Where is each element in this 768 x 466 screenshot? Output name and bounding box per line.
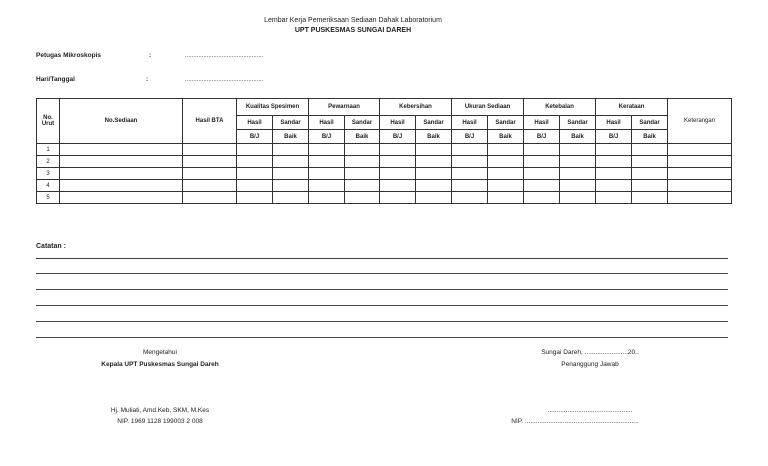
table-cell bbox=[380, 180, 416, 192]
table-cell bbox=[488, 156, 524, 168]
sub-sandar: Sandar bbox=[345, 116, 380, 130]
sub-hasil: Hasil bbox=[380, 116, 416, 130]
table-row bbox=[37, 144, 732, 156]
table-cell bbox=[560, 180, 596, 192]
field-label-hari-tanggal: Hari/Tanggal bbox=[36, 76, 75, 83]
table-cell bbox=[345, 168, 380, 180]
table-cell bbox=[273, 156, 309, 168]
table-cell bbox=[452, 180, 488, 192]
sub-sandar: Sandar bbox=[560, 116, 596, 130]
table-cell bbox=[452, 168, 488, 180]
sub-hasil: Hasil bbox=[596, 116, 632, 130]
sub-bj: B/J bbox=[452, 130, 488, 144]
table-cell bbox=[183, 192, 237, 204]
table-cell bbox=[524, 168, 560, 180]
field-colon: : bbox=[149, 52, 152, 59]
table-cell bbox=[237, 156, 273, 168]
table-cell bbox=[345, 192, 380, 204]
row-number: 3 bbox=[37, 168, 60, 180]
sig-right-title: Penanggung Jawab bbox=[561, 361, 619, 368]
notes-label: Catatan : bbox=[36, 243, 66, 250]
table-cell bbox=[596, 156, 632, 168]
group-ketebalan: Ketebalan bbox=[524, 99, 596, 116]
table-cell bbox=[488, 168, 524, 180]
sig-right-name: ............................................... bbox=[547, 407, 633, 414]
notes-line bbox=[36, 289, 728, 290]
sub-bj: B/J bbox=[237, 130, 273, 144]
table-cell bbox=[632, 180, 668, 192]
sub-bj: B/J bbox=[524, 130, 560, 144]
notes-line bbox=[36, 273, 728, 274]
table-cell bbox=[60, 168, 183, 180]
table-cell bbox=[668, 144, 732, 156]
table-cell bbox=[309, 192, 345, 204]
row-number: 1 bbox=[37, 144, 60, 156]
row-number: 4 bbox=[37, 180, 60, 192]
table-cell bbox=[596, 180, 632, 192]
table-cell bbox=[668, 156, 732, 168]
table-cell bbox=[60, 192, 183, 204]
sub-bj: B/J bbox=[309, 130, 345, 144]
sig-right-place-date: Sungai Dareh, ........................20.. bbox=[541, 349, 639, 356]
table-cell bbox=[60, 180, 183, 192]
sub-baik: Baik bbox=[273, 130, 309, 144]
table-cell bbox=[60, 156, 183, 168]
sub-sandar: Sandar bbox=[416, 116, 452, 130]
table-row bbox=[37, 156, 732, 168]
group-kebersihan: Kebersihan bbox=[380, 99, 452, 116]
table-cell bbox=[668, 180, 732, 192]
table-cell bbox=[560, 156, 596, 168]
table-row bbox=[37, 168, 732, 180]
table-row bbox=[37, 180, 732, 192]
table-cell bbox=[632, 144, 668, 156]
sig-left-caption: Mengetahui bbox=[143, 349, 177, 356]
col-hasil-bta: Hasil BTA bbox=[183, 99, 237, 144]
sub-hasil: Hasil bbox=[524, 116, 560, 130]
sub-hasil: Hasil bbox=[452, 116, 488, 130]
sig-right-nip: NIP. ............................................................... bbox=[511, 418, 639, 425]
table-cell bbox=[345, 156, 380, 168]
table-cell bbox=[416, 156, 452, 168]
sub-hasil: Hasil bbox=[237, 116, 273, 130]
table-cell bbox=[183, 168, 237, 180]
notes-line bbox=[36, 321, 728, 322]
sig-left-title: Kepala UPT Puskesmas Sungai Dareh bbox=[101, 361, 219, 368]
sub-baik: Baik bbox=[632, 130, 668, 144]
table-cell bbox=[416, 180, 452, 192]
table-cell bbox=[309, 156, 345, 168]
table-cell bbox=[309, 168, 345, 180]
notes-line bbox=[36, 337, 728, 338]
table-row bbox=[37, 192, 732, 204]
table-cell bbox=[596, 144, 632, 156]
table-cell bbox=[380, 144, 416, 156]
table-cell bbox=[560, 168, 596, 180]
table-cell bbox=[452, 156, 488, 168]
row-number: 2 bbox=[37, 156, 60, 168]
table-cell bbox=[452, 192, 488, 204]
table-cell bbox=[668, 168, 732, 180]
group-ukuran-sediaan: Ukuran Sediaan bbox=[452, 99, 524, 116]
table-cell bbox=[416, 168, 452, 180]
table-cell bbox=[380, 192, 416, 204]
table-cell bbox=[237, 168, 273, 180]
exam-table bbox=[36, 98, 732, 204]
table-cell bbox=[596, 192, 632, 204]
field-blank-hari-tanggal: ............................................... bbox=[185, 77, 264, 83]
group-kualitas-spesimen: Kualitas Spesimen bbox=[237, 99, 309, 116]
table-cell bbox=[524, 144, 560, 156]
table-cell bbox=[488, 144, 524, 156]
table-cell bbox=[452, 144, 488, 156]
notes-line bbox=[36, 305, 728, 306]
table-cell bbox=[60, 144, 183, 156]
sub-baik: Baik bbox=[416, 130, 452, 144]
table-cell bbox=[632, 192, 668, 204]
notes-line bbox=[36, 258, 728, 259]
table-cell bbox=[309, 180, 345, 192]
table-cell bbox=[183, 180, 237, 192]
row-number: 5 bbox=[37, 192, 60, 204]
field-colon: : bbox=[146, 76, 149, 83]
table-cell bbox=[345, 180, 380, 192]
sub-bj: B/J bbox=[380, 130, 416, 144]
sub-hasil: Hasil bbox=[309, 116, 345, 130]
group-kerataan: Kerataan bbox=[596, 99, 668, 116]
table-cell bbox=[183, 144, 237, 156]
group-pewarnaan: Pewarnaan bbox=[309, 99, 380, 116]
sub-sandar: Sandar bbox=[488, 116, 524, 130]
table-cell bbox=[273, 192, 309, 204]
table-cell bbox=[632, 156, 668, 168]
sub-baik: Baik bbox=[560, 130, 596, 144]
table-cell bbox=[273, 144, 309, 156]
table-cell bbox=[488, 180, 524, 192]
table-cell bbox=[309, 144, 345, 156]
col-no-urut: No. Urut bbox=[37, 99, 60, 144]
table-cell bbox=[380, 156, 416, 168]
table-cell bbox=[524, 156, 560, 168]
table-cell bbox=[237, 180, 273, 192]
table-cell bbox=[632, 168, 668, 180]
table-cell bbox=[560, 192, 596, 204]
document-title: Lembar Kerja Pemeriksaan Sediaan Dahak Laboratorium bbox=[264, 17, 442, 24]
table-cell bbox=[560, 144, 596, 156]
table-cell bbox=[273, 168, 309, 180]
field-label-petugas: Petugas Mikroskopis bbox=[36, 52, 102, 59]
sub-sandar: Sandar bbox=[632, 116, 668, 130]
table-cell bbox=[345, 144, 380, 156]
sig-left-name: Hj. Muliati, Amd.Keb, SKM, M.Kes bbox=[110, 407, 210, 414]
table-cell bbox=[273, 180, 309, 192]
table-cell bbox=[524, 180, 560, 192]
table-cell bbox=[524, 192, 560, 204]
table-cell bbox=[183, 156, 237, 168]
table-cell bbox=[416, 192, 452, 204]
table-cell bbox=[237, 144, 273, 156]
table-cell bbox=[488, 192, 524, 204]
sig-left-nip: NIP. 1969 1128 199003 2 008 bbox=[117, 418, 203, 425]
col-no-sediaan: No.Sediaan bbox=[60, 99, 183, 144]
table-cell bbox=[668, 192, 732, 204]
sub-baik: Baik bbox=[488, 130, 524, 144]
table-cell bbox=[596, 168, 632, 180]
table-cell bbox=[380, 168, 416, 180]
table-cell bbox=[416, 144, 452, 156]
sub-baik: Baik bbox=[345, 130, 380, 144]
col-keterangan: Keterangan bbox=[668, 99, 732, 144]
sub-bj: B/J bbox=[596, 130, 632, 144]
table-cell bbox=[237, 192, 273, 204]
sub-sandar: Sandar bbox=[273, 116, 309, 130]
field-blank-petugas: ............................................... bbox=[185, 53, 264, 59]
document-subtitle: UPT PUSKESMAS SUNGAI DAREH bbox=[294, 27, 412, 34]
